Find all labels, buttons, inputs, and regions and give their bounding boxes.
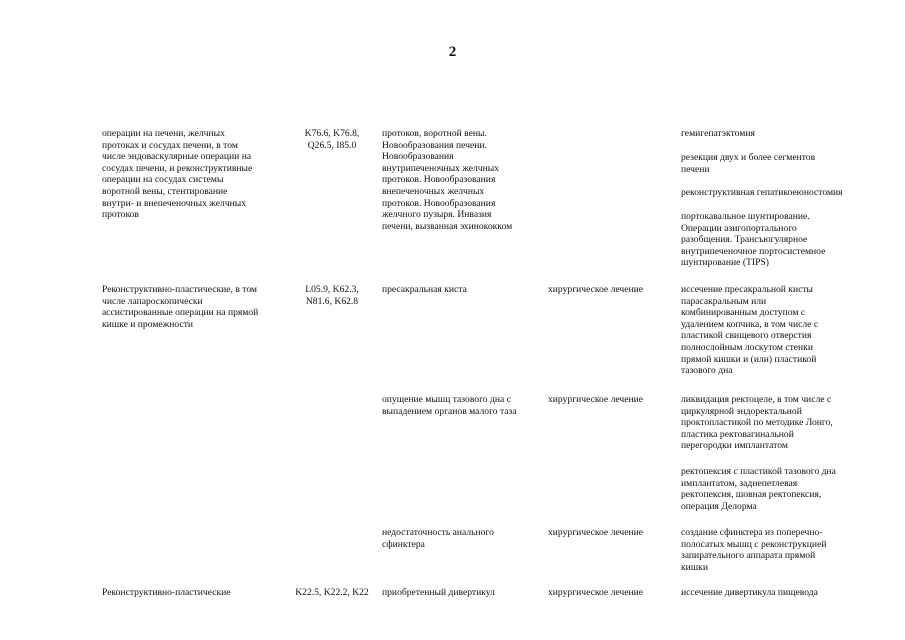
row3-method-1: ликвидация ректоцеле, в том числе с циркулярной эндоректальной проктопластикой по методике Лонго, пластика ректовагинальной перегородки имплантатом (681, 394, 833, 452)
row1-method-4: портокавальное шунтирование. Операции азигопортального разобщения. Трансъюгулярное внутрипеченочное портосистемное шунтирование (TIPS) (681, 211, 826, 269)
row4-diagnosis: недостаточность анального сфинктера (382, 527, 494, 550)
row1-diagnosis: протоков, воротной вены. Новообразования печени. Новообразования внутрипеченочных желчных протоков. Новообразования внепеченочных желчных протоков. Новообразования желчного пузыря. Инвазия печени, вызванная эхинококком (382, 128, 513, 232)
row5-indication: Реконструктивно-пластические (102, 587, 231, 598)
row5-method-1: иссечение дивертикула пищевода (681, 587, 818, 598)
page-number: 2 (448, 44, 457, 60)
row5-diagnosis: приобретенный дивертикул (382, 587, 495, 598)
row3-diagnosis: опущение мышц тазового дна с выпадением органов малого таза (382, 394, 517, 417)
row3-treatment: хирургическое лечение (548, 394, 644, 405)
row4-treatment: хирургическое лечение (548, 527, 644, 538)
row1-method-2: резекция двух и более сегментов печени (681, 152, 816, 175)
row1-indication: операции на печени, желчных протоках и сосудах печени, в том числе эндоваскулярные операции на сосудах печени, и реконструктивные операции на сосудах системы воротной вены, стентирование внутри- и внепеченочных желчных протоков (102, 128, 253, 221)
row3-method-2: ректопексия с пластикой тазового дна имплантатом, заднепетлевая ректопексия, шовная ректопексия, операция Делорма (681, 466, 836, 512)
row5-codes: K22.5, K22.2, K22 (295, 587, 369, 598)
row1-method-3: реконструктивная гепатикоеюностомия (681, 187, 843, 198)
row5-treatment: хирургическое лечение (548, 587, 644, 598)
row1-codes: K76.6, K76.8, Q26.5, I85.0 (304, 128, 360, 151)
row1-method-1: гемигепатэктомия (681, 128, 755, 139)
row2-codes: L05.9, K62.3, N81.6, K62.8 (305, 284, 359, 307)
row2-diagnosis: пресакральная киста (382, 284, 467, 295)
row2-method-1: иссечение пресакральной кисты парасакральным или комбинированным доступом с удалением копчика, в том числе с пластикой свищевого отверстия полнослойным лоскутом стенки прямой кишки и (или) пластикой тазового дна (681, 284, 819, 377)
row2-treatment: хирургическое лечение (548, 284, 644, 295)
row2-indication: Реконструктивно-пластические, в том числе лапароскопически ассистированные операции на прямой кишке и промежности (102, 284, 259, 330)
row4-method-1: создание сфинктера из поперечно- полосатых мышц с реконструкцией запирательного аппарата прямой кишки (681, 527, 827, 573)
